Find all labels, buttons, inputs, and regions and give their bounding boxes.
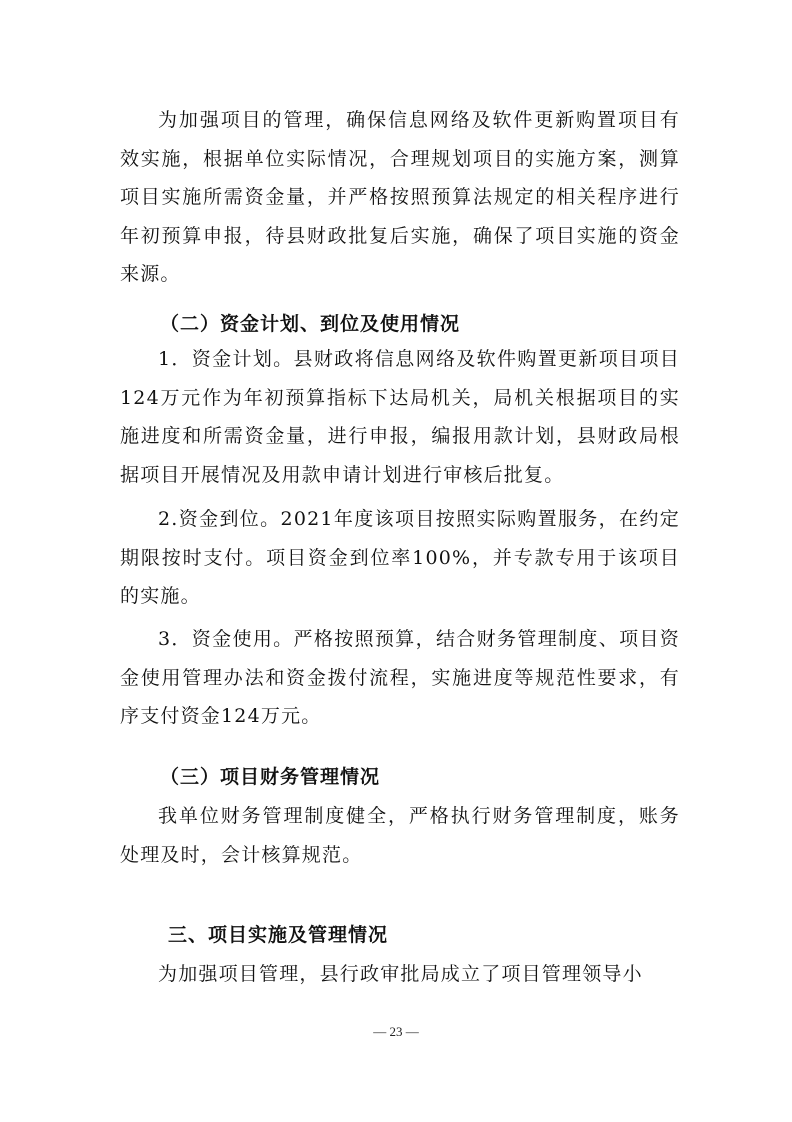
paragraph-implementation: 为加强项目管理，县行政审批局成立了项目管理领导小 — [158, 963, 643, 985]
page-number: — 23 — — [373, 1024, 419, 1039]
paragraph-project-management: 为加强项目的管理，确保信息网络及软件更新购置项目有效实施，根据单位实际情况，合理规划项目的实施方案，测算项目实施所需资金量，并严格按照预算法规定的相关程序进行年初预算申报，待县财政批复后实施，确保了项目实施的资金来源。 — [120, 109, 680, 285]
paragraph-funding-usage: 3．资金使用。严格按照预算，结合财务管理制度、项目资金使用管理办法和资金拨付流程，实施进度等规范性要求，有序支付资金124万元。 — [120, 628, 680, 727]
paragraph-funding-plan: 1．资金计划。县财政将信息网络及软件购置更新项目项目124万元作为年初预算指标下达局机关，局机关根据项目的实施进度和所需资金量，进行申报，编报用款计划，县财政局根据项目开展情况及用款申请计划进行审核后批复。 — [120, 348, 680, 486]
section-heading-funding: （二）资金计划、到位及使用情况 — [160, 313, 461, 335]
section-heading-financial-management: （三）项目财务管理情况 — [160, 766, 381, 788]
section-heading-implementation: 三、项目实施及管理情况 — [168, 924, 389, 946]
paragraph-financial-management: 我单位财务管理制度健全，严格执行财务管理制度，账务处理及时，会计核算规范。 — [120, 805, 680, 866]
paragraph-funding-arrival: 2.资金到位。2021年度该项目按照实际购置服务，在约定期限按时支付。项目资金到位率100%，并专款专用于该项目的实施。 — [120, 508, 680, 607]
